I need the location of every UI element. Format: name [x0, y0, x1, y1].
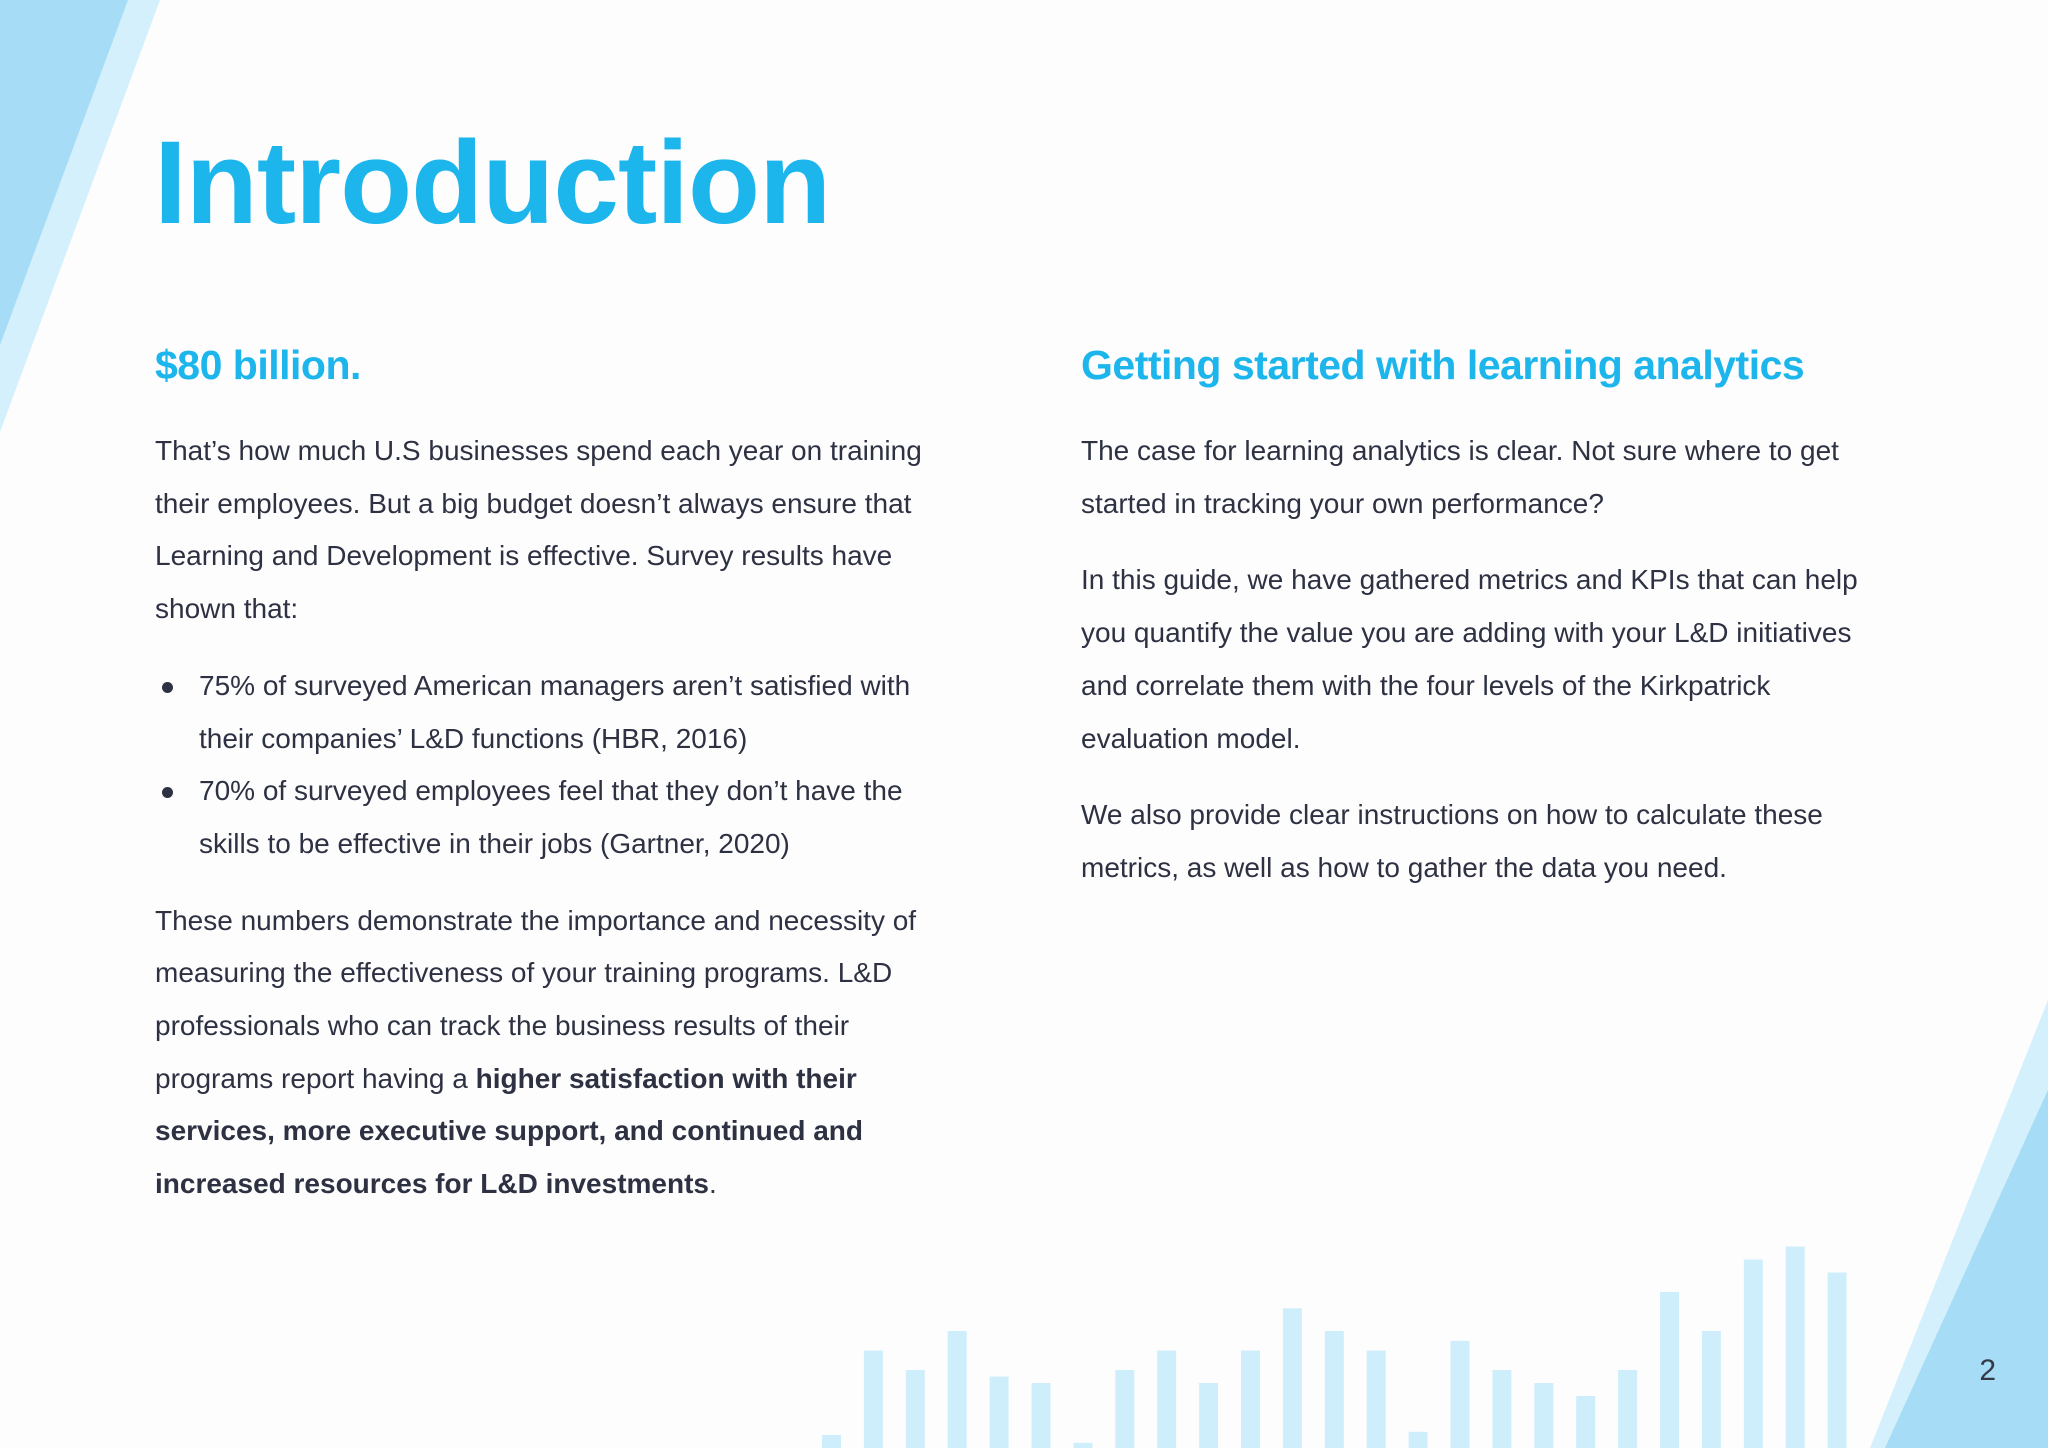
- list-item-line: their companies’ L&D functions (HBR, 2016): [199, 722, 748, 754]
- bullet-icon: [162, 787, 173, 798]
- intro-line: That’s how much U.S businesses spend each year on training: [155, 435, 922, 466]
- intro-line: Learning and Development is effective. Survey results have: [155, 540, 893, 572]
- paragraph-line: and correlate them with the four levels of the Kirkpatrick: [1081, 669, 1771, 701]
- decorative-bar: [1618, 1370, 1637, 1448]
- left-column: [155, 335, 955, 1235]
- decorative-bar: [1409, 1432, 1428, 1448]
- decorative-bar: [1702, 1331, 1721, 1448]
- right-paragraph: [1081, 789, 1901, 894]
- intro-line: shown that:: [155, 593, 299, 625]
- right-paragraph: [1081, 425, 1901, 530]
- right-column: [1081, 335, 1901, 919]
- list-item-line: 70% of surveyed employees feel that they don’t have the: [199, 775, 903, 807]
- intro-line: their employees. But a big budget doesn’t always ensure that: [155, 487, 912, 519]
- emphasis-text: services, more executive support, and continued and: [155, 1115, 863, 1147]
- list-item: [155, 765, 955, 870]
- decorative-bar: [1241, 1351, 1260, 1448]
- emphasis-text: increased resources for L&D investments: [155, 1168, 709, 1200]
- decorative-bar: [1032, 1383, 1051, 1448]
- intro-paragraph: [155, 425, 955, 636]
- paragraph-line: started in tracking your own performance?: [1081, 487, 1604, 519]
- decorative-bar: [1199, 1383, 1218, 1448]
- paragraph-line: We also provide clear instructions on how to calculate these: [1081, 799, 1823, 831]
- decorative-bar: [1744, 1260, 1763, 1448]
- decorative-bar-graphic: [822, 1247, 1847, 1448]
- closing-line: measuring the effectiveness of your training programs. L&D: [155, 957, 893, 989]
- decorative-bar: [822, 1435, 841, 1448]
- decorative-bar: [1786, 1247, 1805, 1448]
- paragraph-line: In this guide, we have gathered metrics and KPIs that can help: [1081, 564, 1858, 596]
- decorative-bar: [1451, 1341, 1470, 1448]
- decorative-bar: [906, 1370, 925, 1448]
- closing-line: programs report having a: [155, 1062, 476, 1094]
- paragraph-line: metrics, as well as how to gather the data you need.: [1081, 851, 1727, 883]
- closing-punctuation: .: [708, 1168, 717, 1200]
- decorative-bar: [1534, 1383, 1553, 1448]
- right-paragraph: [1081, 554, 1901, 765]
- decorative-bar: [1325, 1331, 1344, 1448]
- decorative-bar: [990, 1377, 1009, 1448]
- decorative-bar: [1367, 1351, 1386, 1448]
- paragraph-line: The case for learning analytics is clear. Not sure where to get: [1081, 435, 1839, 466]
- decorative-bar: [1073, 1443, 1092, 1448]
- page-title: Introduction: [154, 117, 831, 249]
- decorative-bar: [1576, 1396, 1595, 1448]
- survey-results-list: [155, 660, 955, 871]
- decorative-bar: [864, 1351, 883, 1448]
- closing-paragraph: [155, 895, 955, 1211]
- right-heading: Getting started with learning analytics: [1081, 342, 1805, 388]
- decorative-bar: [1115, 1370, 1134, 1448]
- decorative-bar: [1660, 1292, 1679, 1448]
- bullet-icon: [162, 682, 173, 693]
- emphasis-text: higher satisfaction with their: [475, 1062, 857, 1094]
- closing-line: professionals who can track the business results of their: [155, 1010, 850, 1042]
- paragraph-line: evaluation model.: [1081, 722, 1301, 754]
- page-number: 2: [1979, 1354, 1996, 1387]
- list-item-line: 75% of surveyed American managers aren’t satisfied with: [199, 669, 911, 701]
- list-item: [155, 660, 955, 765]
- decorative-bar: [1828, 1273, 1847, 1448]
- decorative-bar: [1157, 1351, 1176, 1448]
- paragraph-line: you quantify the value you are adding with your L&D initiatives: [1081, 617, 1852, 649]
- decorative-bar: [1283, 1308, 1302, 1448]
- closing-line: These numbers demonstrate the importance and necessity of: [155, 904, 917, 936]
- list-item-line: skills to be effective in their jobs (Gartner, 2020): [199, 827, 790, 859]
- left-heading: $80 billion.: [155, 342, 361, 388]
- decorative-bar: [1492, 1370, 1511, 1448]
- decorative-bar: [948, 1331, 967, 1448]
